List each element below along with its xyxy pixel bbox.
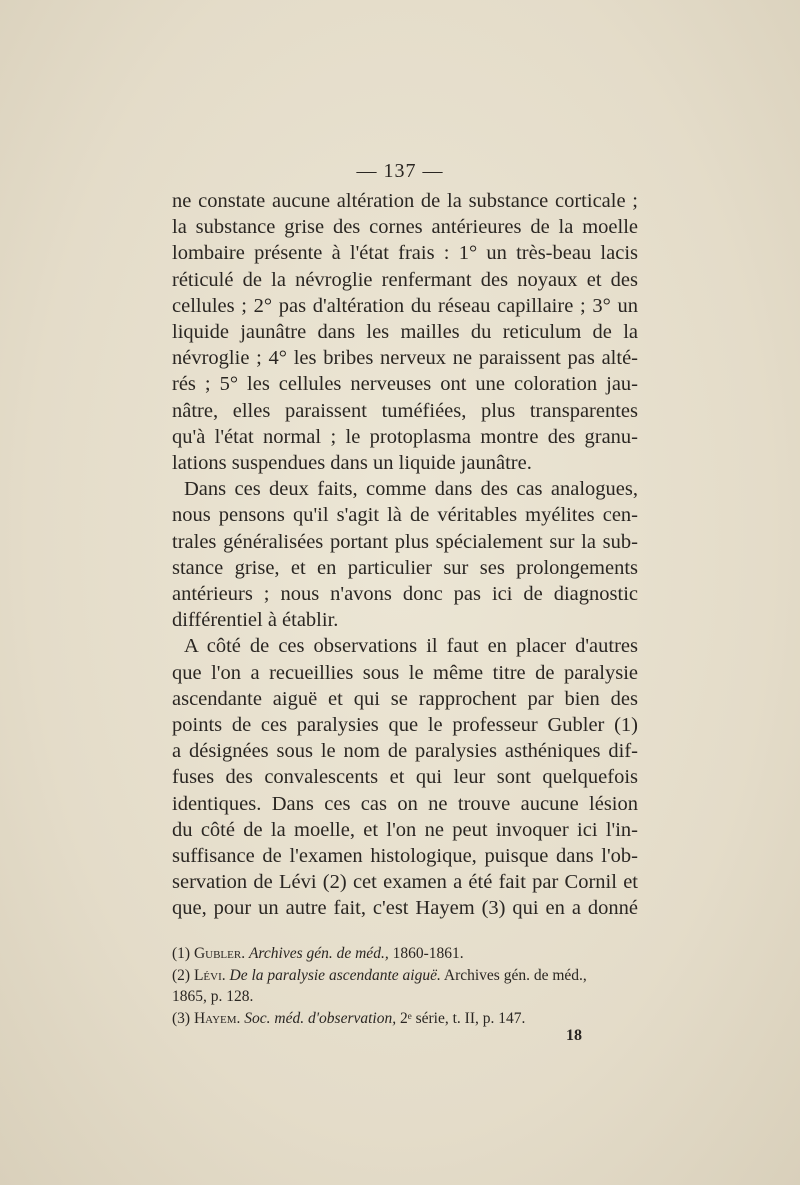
footnote-rest: 2ᵉ série, t. II, p. 147. [396, 1009, 526, 1027]
text-line: lations suspendues dans un liquide jaunâtre. [172, 452, 532, 475]
text-line: différentiel à établir. [172, 609, 339, 632]
text-line: ne constate aucune altération de la substance corticale ; [172, 190, 638, 212]
footnote-number: (2) [172, 966, 191, 984]
body-text [172, 188, 638, 922]
text-line: que l'on a recueillies sous le même titre de paralysie [172, 661, 638, 684]
text-line: cellules ; 2° pas d'altération du réseau capillaire ; 3° un [172, 294, 638, 317]
text-line: A côté de ces observations il faut en placer d'autres [184, 635, 638, 658]
footnote-work: De la paralysie ascendante aiguë. [229, 966, 441, 984]
text-line: qu'à l'état normal ; le protoplasma montre des granu- [172, 425, 638, 448]
footnote [172, 943, 638, 965]
page-number: — 137 — [356, 160, 444, 182]
footnote-author: Lévi. [193, 966, 226, 984]
text-line: lombaire présente à l'état frais : 1° un très-beau lacis [172, 242, 638, 265]
footnote-work: Soc. méd. d'observation, [244, 1009, 397, 1027]
footnote-number: (1) [172, 945, 191, 962]
footnote-author: Hayem. [193, 1009, 241, 1027]
text-line: stance grise, et en particulier sur ses prolongements [172, 556, 638, 579]
text-line: fuses des convalescents et qui leur sont quelquefois [172, 766, 638, 789]
signature-mark: 18 [566, 1027, 582, 1044]
text-line: trales généralisées portant plus spécialement sur la sub- [172, 530, 638, 553]
text-line: nâtre, elles paraissent tuméfiées, plus transparentes [172, 399, 638, 422]
footnote-rest: Archives gén. de méd., [440, 966, 587, 984]
footnote [172, 965, 638, 987]
text-line: nous pensons qu'il s'agit là de véritables myélites cen- [172, 504, 638, 527]
text-line: suffisance de l'examen histologique, puisque dans l'ob- [172, 845, 638, 868]
footnote-continuation: 1865, p. 128. [172, 988, 254, 1005]
text-line: antérieurs ; nous n'avons donc pas ici de diagnostic [172, 583, 638, 606]
text-line: liquide jaunâtre dans les mailles du reticulum de la [172, 321, 638, 344]
footnote [172, 1008, 638, 1030]
footnotes [172, 943, 638, 1029]
text-line: identiques. Dans ces cas on ne trouve aucune lésion [172, 792, 638, 815]
text-line: points de ces paralysies que le professeur Gubler (1) [172, 714, 638, 737]
text-line: a désignées sous le nom de paralysies asthéniques dif- [172, 740, 638, 763]
footnote-rest: 1860-1861. [388, 945, 464, 962]
footnote-number: (3) [172, 1009, 191, 1027]
footnote-work: Archives gén. de méd., [248, 945, 389, 962]
text-line: la substance grise des cornes antérieures de la moelle [172, 216, 638, 239]
text-line: servation de Lévi (2) cet examen a été fait par Cornil et [172, 871, 638, 894]
text-line: névroglie ; 4° les bribes nerveux ne paraissent pas alté- [172, 347, 638, 370]
text-line: Dans ces deux faits, comme dans des cas analogues, [184, 478, 638, 501]
text-line: réticulé de la névroglie renfermant des noyaux et des [172, 268, 638, 291]
footnote-author: Gubler. [193, 945, 246, 962]
text-line: du côté de la moelle, et l'on ne peut invoquer ici l'in- [172, 818, 638, 841]
text-line: ascendante aiguë et qui se rapprochent par bien des [172, 687, 638, 710]
text-line: rés ; 5° les cellules nerveuses ont une coloration jau- [172, 373, 638, 396]
text-line: que, pour un autre fait, c'est Hayem (3) qui en a donné [172, 897, 638, 920]
